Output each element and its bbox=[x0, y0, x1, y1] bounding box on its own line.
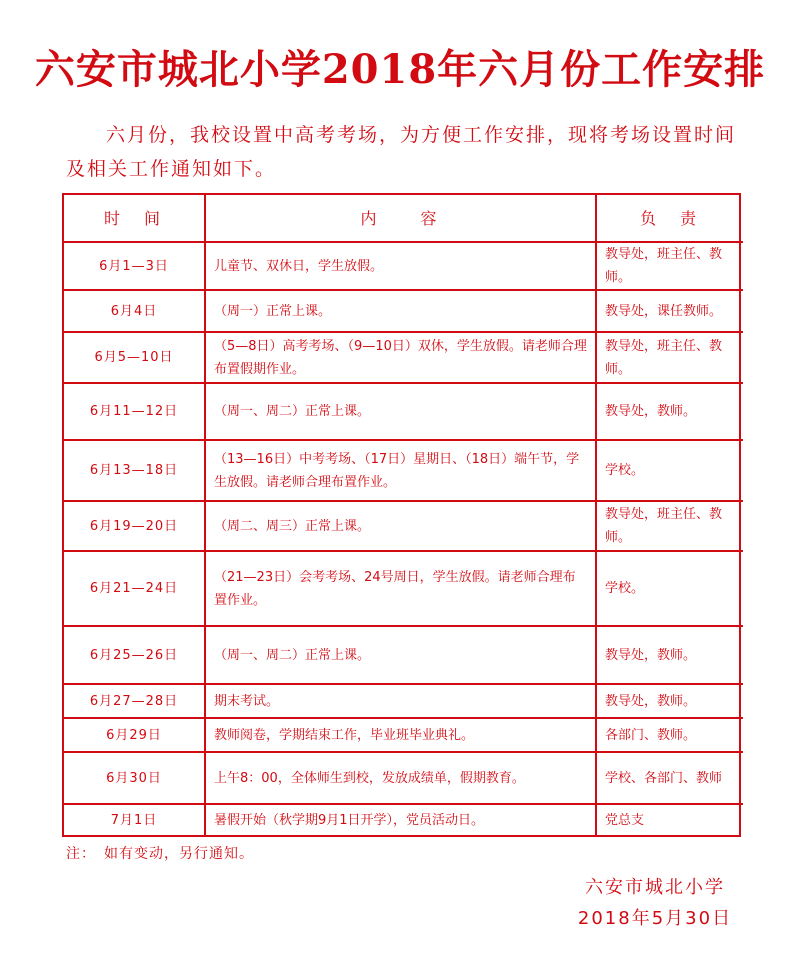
table-row bbox=[64, 551, 743, 626]
header-time: 时 间 bbox=[64, 195, 205, 242]
table-row bbox=[64, 626, 743, 684]
row-date: 6月30日 bbox=[64, 752, 205, 804]
signature-date: 2018年5月30日 bbox=[577, 908, 733, 929]
row-content: （21—23日）会考考场、24号周日，学生放假。请老师合理布置作业。 bbox=[205, 551, 596, 626]
table-row bbox=[64, 684, 743, 718]
row-date: 6月5—10日 bbox=[64, 332, 205, 383]
table-row bbox=[64, 501, 743, 551]
row-date: 6月25—26日 bbox=[64, 626, 205, 684]
intro-paragraph: 六月份，我校设置中高考考场，为方便工作安排，现将考场设置时间及相关工作通知如下。 bbox=[66, 124, 737, 180]
schedule-table bbox=[62, 193, 741, 837]
row-owner: 各部门、教师。 bbox=[596, 718, 743, 752]
row-owner: 教导处，课任教师。 bbox=[596, 290, 743, 332]
row-date: 6月27—28日 bbox=[64, 684, 205, 718]
table-row bbox=[64, 440, 743, 501]
page-title: 六安市城北小学2018年六月份工作安排 bbox=[34, 46, 766, 93]
table-row bbox=[64, 290, 743, 332]
row-owner: 教导处，教师。 bbox=[596, 626, 743, 684]
table-row bbox=[64, 383, 743, 440]
row-date: 6月13—18日 bbox=[64, 440, 205, 501]
row-content: 上午8：00，全体师生到校，发放成绩单，假期教育。 bbox=[205, 752, 596, 804]
row-content: （周一、周二）正常上课。 bbox=[205, 383, 596, 440]
row-owner: 党总支 bbox=[596, 804, 743, 835]
row-content: 暑假开始（秋学期9月1日开学），党员活动日。 bbox=[205, 804, 596, 835]
row-owner: 教导处，班主任、教师。 bbox=[596, 242, 743, 290]
table-row bbox=[64, 242, 743, 290]
row-content: （周一、周二）正常上课。 bbox=[205, 626, 596, 684]
table-header-row bbox=[64, 195, 743, 242]
table-row bbox=[64, 332, 743, 383]
row-content: （周一）正常上课。 bbox=[205, 290, 596, 332]
row-date: 7月1日 bbox=[64, 804, 205, 835]
row-content: （5—8日）高考考场、（9—10日）双休，学生放假。请老师合理布置假期作业。 bbox=[205, 332, 596, 383]
table-row bbox=[64, 804, 743, 835]
header-content: 内 容 bbox=[205, 195, 596, 242]
row-owner: 教导处，教师。 bbox=[596, 684, 743, 718]
row-owner: 学校。 bbox=[596, 440, 743, 501]
row-date: 6月4日 bbox=[64, 290, 205, 332]
row-owner: 教导处，班主任、教师。 bbox=[596, 501, 743, 551]
row-owner: 学校。 bbox=[596, 551, 743, 626]
row-owner: 教导处，教师。 bbox=[596, 383, 743, 440]
row-date: 6月19—20日 bbox=[64, 501, 205, 551]
row-content: 教师阅卷，学期结束工作，毕业班毕业典礼。 bbox=[205, 718, 596, 752]
row-date: 6月29日 bbox=[64, 718, 205, 752]
row-owner: 教导处，班主任、教师。 bbox=[596, 332, 743, 383]
row-date: 6月11—12日 bbox=[64, 383, 205, 440]
row-date: 6月21—24日 bbox=[64, 551, 205, 626]
row-content: （13—16日）中考考场、（17日）星期日、（18日）端午节，学生放假。请老师合理布置作业。 bbox=[205, 440, 596, 501]
row-owner: 学校、各部门、教师 bbox=[596, 752, 743, 804]
footnote: 注： 如有变动，另行通知。 bbox=[66, 846, 254, 862]
row-content: 儿童节、双休日，学生放假。 bbox=[205, 242, 596, 290]
signature-block bbox=[555, 872, 755, 934]
table-row bbox=[64, 718, 743, 752]
row-content: 期末考试。 bbox=[205, 684, 596, 718]
table-row bbox=[64, 752, 743, 804]
header-owner: 负 责 bbox=[596, 195, 743, 242]
row-date: 6月1—3日 bbox=[64, 242, 205, 290]
signature-org: 六安市城北小学 bbox=[585, 877, 725, 898]
row-content: （周二、周三）正常上课。 bbox=[205, 501, 596, 551]
